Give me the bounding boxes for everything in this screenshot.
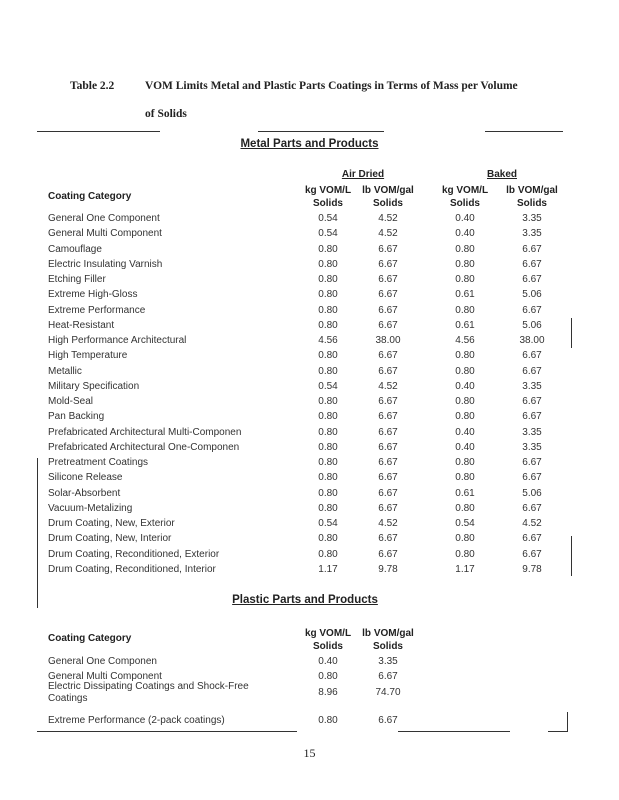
value-cell: 0.40 <box>318 656 338 667</box>
coating-category-cell: High Performance Architectural <box>48 335 187 346</box>
value-cell: 6.67 <box>378 350 398 362</box>
value-cell: 0.80 <box>318 274 338 285</box>
value-cell: 0.80 <box>318 350 338 362</box>
value-cell: 0.80 <box>455 396 475 407</box>
table-row <box>0 427 619 442</box>
value-cell: 6.67 <box>522 396 542 407</box>
table-row <box>0 472 619 487</box>
value-cell: 0.80 <box>318 533 338 545</box>
value-cell: 6.67 <box>378 457 398 468</box>
value-cell: 0.40 <box>455 441 475 453</box>
value-cell: 6.67 <box>378 258 398 270</box>
metal-col3-header: kg VOM/L Solids <box>441 185 489 209</box>
value-cell: 6.67 <box>378 472 398 484</box>
plastic-col2-header: lb VOM/gal Solids <box>362 628 414 652</box>
value-cell: 6.67 <box>522 502 542 514</box>
value-cell: 0.80 <box>455 258 475 270</box>
value-cell: 3.35 <box>522 380 542 392</box>
value-cell: 6.67 <box>522 548 542 560</box>
value-cell: 6.67 <box>378 548 398 560</box>
value-cell: 6.67 <box>378 274 398 285</box>
value-cell: 0.80 <box>318 426 338 438</box>
metal-col2-header: lb VOM/gal Solids <box>362 185 414 209</box>
value-cell: 0.80 <box>318 457 338 468</box>
value-cell: 0.80 <box>455 457 475 468</box>
margin-bar <box>571 318 572 348</box>
value-cell: 8.96 <box>318 687 338 698</box>
rule-line <box>37 731 297 732</box>
coating-category-cell: Silicone Release <box>48 472 123 484</box>
value-cell: 6.67 <box>522 243 542 255</box>
table-row <box>0 656 619 671</box>
value-cell: 0.80 <box>455 304 475 316</box>
value-cell: 5.06 <box>522 289 542 301</box>
value-cell: 6.67 <box>522 472 542 484</box>
value-cell: 0.80 <box>455 274 475 285</box>
value-cell: 0.80 <box>318 441 338 453</box>
baked-group-header: Baked <box>486 169 517 180</box>
coating-category-cell: General Multi Component <box>48 671 162 682</box>
table-row <box>0 289 619 304</box>
coating-category-cell: Camouflage <box>48 243 102 255</box>
coating-category-cell: Pretreatment Coatings <box>48 457 149 468</box>
value-cell: 0.80 <box>318 411 338 423</box>
value-cell: 6.67 <box>522 258 542 270</box>
value-cell: 0.80 <box>318 396 338 407</box>
table-row <box>0 564 619 579</box>
value-cell: 6.67 <box>522 457 542 468</box>
coating-category-cell: High Temperature <box>48 350 128 362</box>
rule-line <box>548 731 568 732</box>
value-cell: 4.52 <box>378 518 398 529</box>
value-cell: 6.67 <box>378 441 398 453</box>
value-cell: 38.00 <box>519 335 545 346</box>
value-cell: 4.52 <box>378 380 398 392</box>
coating-category-cell: Metallic <box>48 365 82 377</box>
value-cell: 6.67 <box>378 502 398 514</box>
margin-bar <box>37 458 38 608</box>
table-row <box>0 228 619 243</box>
value-cell: 6.67 <box>378 487 398 499</box>
value-cell: 0.80 <box>455 243 475 255</box>
coating-category-cell: Prefabricated Architectural One-Componen <box>48 441 240 453</box>
value-cell: 0.80 <box>318 365 338 377</box>
value-cell: 0.61 <box>455 487 475 499</box>
rule-line <box>258 131 384 132</box>
value-cell: 6.67 <box>378 304 398 316</box>
value-cell: 3.35 <box>522 426 542 438</box>
table-row <box>0 681 619 704</box>
table-title-continued: of Solids <box>145 108 187 120</box>
value-cell: 6.67 <box>522 350 542 362</box>
value-cell: 0.80 <box>455 548 475 560</box>
value-cell: 6.67 <box>522 365 542 377</box>
value-cell: 6.67 <box>378 365 398 377</box>
value-cell: 0.40 <box>455 213 475 224</box>
value-cell: 0.54 <box>455 518 475 529</box>
value-cell: 0.40 <box>455 380 475 392</box>
value-cell: 0.80 <box>318 472 338 484</box>
coating-category-cell: Prefabricated Architectural Multi-Componen <box>48 426 242 438</box>
value-cell: 6.67 <box>522 533 542 545</box>
value-cell: 3.35 <box>522 441 542 453</box>
table-row <box>0 305 619 320</box>
value-cell: 5.06 <box>522 319 542 331</box>
coating-category-cell: Drum Coating, Reconditioned, Exterior <box>48 548 220 560</box>
margin-bar <box>571 536 572 576</box>
coating-category-cell: General One Component <box>48 213 160 224</box>
coating-category-cell: Heat-Resistant <box>48 319 115 331</box>
value-cell: 9.78 <box>522 563 542 575</box>
value-cell: 0.54 <box>318 518 338 529</box>
metal-section-heading: Metal Parts and Products <box>240 138 379 150</box>
coating-category-cell: Pan Backing <box>48 411 105 423</box>
table-row <box>0 274 619 289</box>
value-cell: 6.67 <box>378 715 398 726</box>
value-cell: 0.80 <box>318 243 338 255</box>
value-cell: 0.54 <box>318 228 338 240</box>
table-row <box>0 396 619 411</box>
table-row <box>0 715 619 730</box>
margin-bar <box>567 712 568 731</box>
air-dried-group-header: Air Dried <box>341 169 385 180</box>
value-cell: 6.67 <box>378 396 398 407</box>
plastic-col1-header: kg VOM/L Solids <box>304 628 352 652</box>
value-cell: 0.40 <box>455 426 475 438</box>
value-cell: 6.67 <box>378 671 398 682</box>
value-cell: 6.67 <box>522 304 542 316</box>
table-row <box>0 335 619 350</box>
table-row <box>0 259 619 274</box>
value-cell: 4.52 <box>378 228 398 240</box>
coating-category-cell: Mold-Seal <box>48 396 94 407</box>
value-cell: 1.17 <box>455 563 475 575</box>
value-cell: 4.56 <box>318 335 338 346</box>
table-row <box>0 366 619 381</box>
value-cell: 0.54 <box>318 380 338 392</box>
value-cell: 0.80 <box>318 671 338 682</box>
value-cell: 6.67 <box>378 426 398 438</box>
coating-category-cell: Drum Coating, New, Interior <box>48 533 172 545</box>
value-cell: 0.80 <box>318 258 338 270</box>
value-cell: 6.67 <box>522 411 542 423</box>
coating-category-cell: Electric Insulating Varnish <box>48 258 163 270</box>
value-cell: 0.80 <box>318 715 338 726</box>
coating-category-cell: Extreme Performance <box>48 304 146 316</box>
metal-col4-header: lb VOM/gal Solids <box>506 185 558 209</box>
value-cell: 6.67 <box>522 274 542 285</box>
value-cell: 0.80 <box>455 472 475 484</box>
value-cell: 74.70 <box>375 687 401 698</box>
table-row <box>0 488 619 503</box>
coating-category-cell: Etching Filler <box>48 274 106 285</box>
plastic-category-header: Coating Category <box>48 633 132 644</box>
table-row <box>0 411 619 426</box>
coating-category-cell: Extreme High-Gloss <box>48 289 138 301</box>
value-cell: 3.35 <box>522 213 542 224</box>
table-row <box>0 350 619 365</box>
coating-category-cell: Extreme Performance (2-pack coatings) <box>48 715 225 726</box>
coating-category-cell: Vacuum-Metalizing <box>48 502 133 514</box>
value-cell: 0.40 <box>455 228 475 240</box>
value-cell: 0.80 <box>455 533 475 545</box>
table-row <box>0 213 619 228</box>
value-cell: 5.06 <box>522 487 542 499</box>
value-cell: 0.80 <box>318 548 338 560</box>
coating-category-cell: Drum Coating, Reconditioned, Interior <box>48 563 216 575</box>
rule-line <box>398 731 510 732</box>
value-cell: 0.61 <box>455 319 475 331</box>
table-row <box>0 503 619 518</box>
metal-category-header: Coating Category <box>48 191 132 202</box>
value-cell: 0.80 <box>318 319 338 331</box>
value-cell: 0.80 <box>318 289 338 301</box>
rule-line <box>485 131 563 132</box>
coating-category-cell: General Multi Component <box>48 228 162 240</box>
value-cell: 0.61 <box>455 289 475 301</box>
coating-category-cell: Drum Coating, New, Exterior <box>48 518 175 529</box>
value-cell: 0.80 <box>455 411 475 423</box>
value-cell: 6.67 <box>378 533 398 545</box>
table-row <box>0 457 619 472</box>
value-cell: 0.80 <box>455 502 475 514</box>
table-row <box>0 518 619 533</box>
page-number: 15 <box>303 746 316 760</box>
value-cell: 6.67 <box>378 411 398 423</box>
table-row <box>0 549 619 564</box>
table-label: Table 2.2 <box>70 80 115 92</box>
coating-category-cell: Military Specification <box>48 380 140 392</box>
value-cell: 9.78 <box>378 563 398 575</box>
value-cell: 4.56 <box>455 335 475 346</box>
value-cell: 0.80 <box>455 365 475 377</box>
value-cell: 0.80 <box>318 502 338 514</box>
table-row <box>0 533 619 548</box>
value-cell: 0.80 <box>318 304 338 316</box>
value-cell: 3.35 <box>522 228 542 240</box>
metal-col1-header: kg VOM/L Solids <box>304 185 352 209</box>
value-cell: 4.52 <box>522 518 542 529</box>
table-row <box>0 381 619 396</box>
table-title: VOM Limits Metal and Plastic Parts Coatings in Terms of Mass per Volume <box>145 80 518 92</box>
value-cell: 6.67 <box>378 319 398 331</box>
value-cell: 1.17 <box>318 563 338 575</box>
value-cell: 6.67 <box>378 243 398 255</box>
value-cell: 0.80 <box>455 350 475 362</box>
table-row <box>0 244 619 259</box>
table-row <box>0 320 619 335</box>
coating-category-cell: General One Componen <box>48 656 157 667</box>
value-cell: 38.00 <box>375 335 401 346</box>
value-cell: 3.35 <box>378 656 398 667</box>
table-row <box>0 442 619 457</box>
plastic-section-heading: Plastic Parts and Products <box>232 594 378 606</box>
value-cell: 0.80 <box>318 487 338 499</box>
rule-line <box>37 131 160 132</box>
value-cell: 4.52 <box>378 213 398 224</box>
value-cell: 6.67 <box>378 289 398 301</box>
coating-category-cell: Solar-Absorbent <box>48 487 121 499</box>
value-cell: 0.54 <box>318 213 338 224</box>
coating-category-cell: Electric Dissipating Coatings and Shock-Free Coatings <box>48 681 249 704</box>
